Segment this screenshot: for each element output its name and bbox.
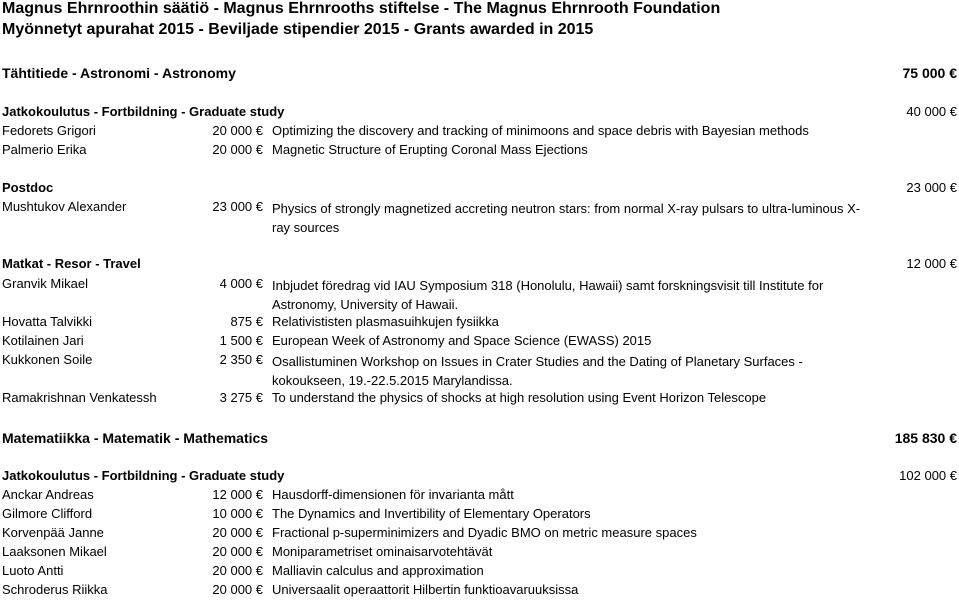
grant-amount: 20 000 € — [212, 525, 263, 540]
subsection-label-astronomy-graduate: Jatkokoulutus - Fortbildning - Graduate study — [2, 104, 285, 119]
section-heading-astronomy: Tähtitiede - Astronomi - Astronomy — [2, 65, 236, 81]
grant-name: Korvenpää Janne — [2, 525, 104, 540]
grant-description: Osallistuminen Workshop on Issues in Crater Studies and the Dating of Planetary Surfaces - kokoukseen, 19.-22.5.2015 Marylandissa. — [272, 354, 803, 388]
grant-description: The Dynamics and Invertibility of Elementary Operators — [272, 506, 591, 521]
grant-name: Kukkonen Soile — [2, 352, 93, 367]
grant-name: Laaksonen Mikael — [2, 544, 107, 559]
section-total-astronomy: 75 000 € — [902, 65, 957, 81]
grant-amount: 20 000 € — [212, 582, 263, 597]
grant-amount: 3 275 € — [219, 390, 263, 405]
grant-name: Schroderus Riikka — [2, 582, 108, 597]
grant-amount: 12 000 € — [212, 487, 263, 502]
grant-name: Hovatta Talvikki — [2, 314, 93, 329]
grant-amount: 875 € — [230, 314, 263, 329]
grant-description: Hausdorff-dimensionen för invarianta mått — [272, 487, 514, 502]
grant-name: Luoto Antti — [2, 563, 64, 578]
grant-amount: 2 350 € — [219, 352, 263, 367]
grant-description: Universaalit operaattorit Hilbertin funktioavaruuksissa — [272, 582, 579, 597]
grant-amount: 20 000 € — [212, 123, 263, 138]
subsection-label-postdoc: Postdoc — [2, 180, 54, 195]
grant-description: Inbjudet föredrag vid IAU Symposium 318 (Honolulu, Hawaii) samt forskningsvisit till Institute for Astronomy, University of Hawaii. — [272, 278, 824, 312]
section-heading-mathematics: Matematiikka - Matematik - Mathematics — [2, 430, 269, 446]
grant-description: Optimizing the discovery and tracking of minimoons and space debris with Bayesian methods — [272, 123, 809, 138]
section-total-mathematics: 185 830 € — [894, 430, 957, 446]
document-subtitle: Myönnetyt apurahat 2015 - Beviljade stipendier 2015 - Grants awarded in 2015 — [2, 21, 594, 38]
grant-name: Gilmore Clifford — [2, 506, 93, 521]
grant-amount: 20 000 € — [212, 544, 263, 559]
grant-name: Fedorets Grigori — [2, 123, 96, 138]
grant-amount: 20 000 € — [212, 563, 263, 578]
subsection-label-mathematics-graduate: Jatkokoulutus - Fortbildning - Graduate study — [2, 468, 285, 483]
subsection-subtotal-postdoc: 23 000 € — [906, 180, 957, 195]
grant-name: Kotilainen Jari — [2, 333, 84, 348]
grant-name: Granvik Mikael — [2, 276, 88, 291]
grant-amount: 1 500 € — [219, 333, 263, 348]
grant-description: Relativististen plasmasuihkujen fysiikka — [272, 314, 499, 329]
grant-name: Ramakrishnan Venkatessh — [2, 390, 157, 405]
subsection-subtotal-mathematics-graduate: 102 000 € — [899, 468, 957, 483]
grant-name: Anckar Andreas — [2, 487, 94, 502]
subsection-subtotal-astronomy-graduate: 40 000 € — [906, 104, 957, 119]
grant-description: Malliavin calculus and approximation — [272, 563, 484, 578]
grant-description: European Week of Astronomy and Space Science (EWASS) 2015 — [272, 333, 652, 348]
grant-description: Physics of strongly magnetized accreting neutron stars: from normal X-ray pulsars to ultra-luminous X-ray sources — [272, 201, 861, 235]
grant-description: Moniparametriset ominaisarvotehtävät — [272, 544, 493, 559]
document-title: Magnus Ehrnroothin säätiö - Magnus Ehrnrooths stiftelse - The Magnus Ehrnrooth Foundation — [2, 0, 721, 17]
grant-amount: 20 000 € — [212, 142, 263, 157]
grant-name: Mushtukov Alexander — [2, 199, 127, 214]
grant-description: Fractional p-superminimizers and Dyadic BMO on metric measure spaces — [272, 525, 697, 540]
grant-amount: 10 000 € — [212, 506, 263, 521]
subsection-subtotal-travel: 12 000 € — [906, 256, 957, 271]
grant-description: To understand the physics of shocks at high resolution using Event Horizon Telescope — [272, 390, 767, 405]
subsection-label-travel: Matkat - Resor - Travel — [2, 256, 141, 271]
grant-description: Magnetic Structure of Erupting Coronal Mass Ejections — [272, 142, 588, 157]
grant-amount: 23 000 € — [212, 199, 263, 214]
grant-amount: 4 000 € — [219, 276, 263, 291]
grant-name: Palmerio Erika — [2, 142, 87, 157]
